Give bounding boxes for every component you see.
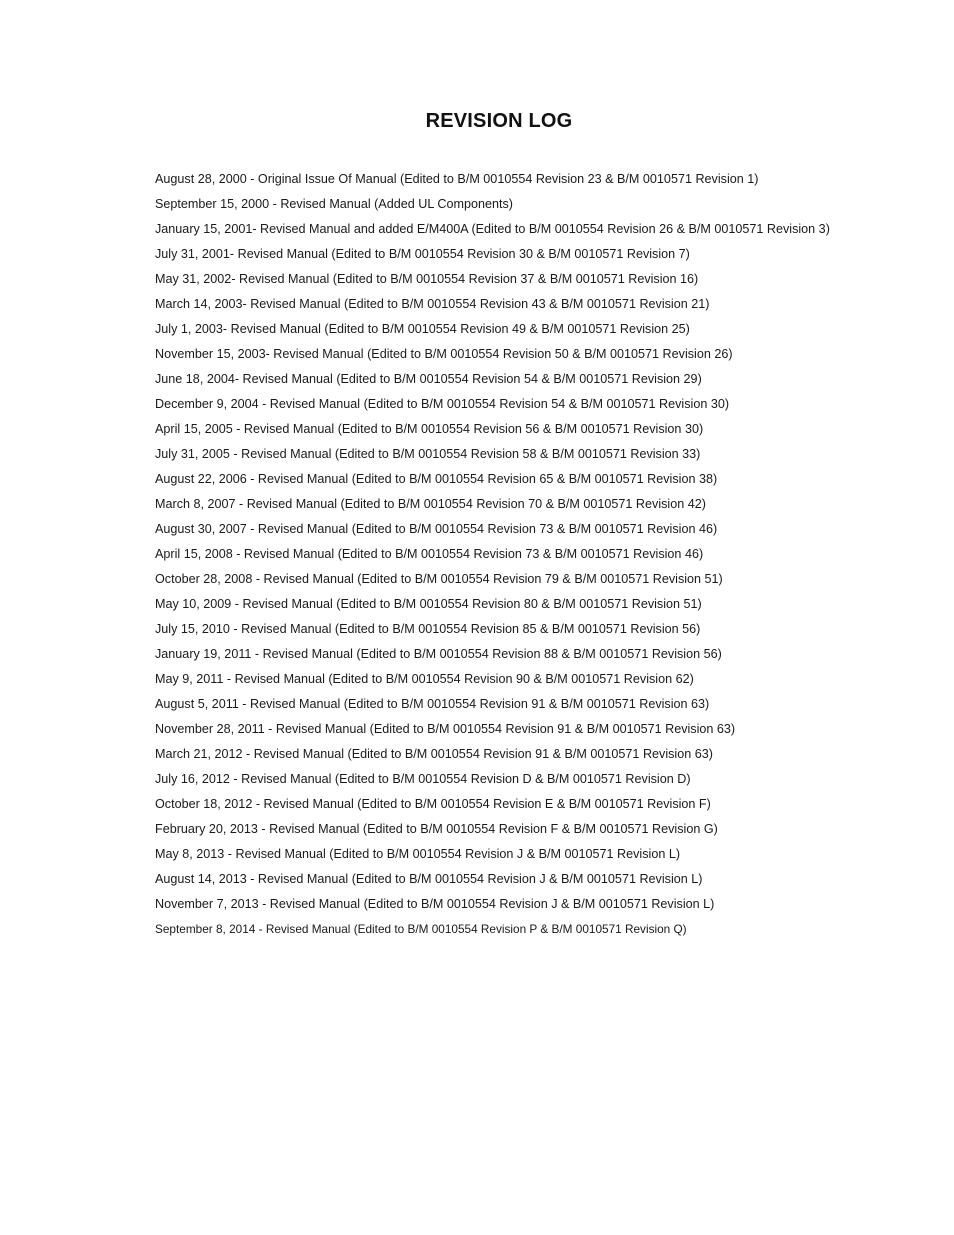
revision-entry: June 18, 2004- Revised Manual (Edited to B/M 0010554 Revision 54 & B/M 0010571 Revision 29) <box>155 372 702 386</box>
revision-entry: November 28, 2011 - Revised Manual (Edited to B/M 0010554 Revision 91 & B/M 0010571 Revision 63) <box>155 722 736 736</box>
revision-entry: January 15, 2001- Revised Manual and added E/M400A (Edited to B/M 0010554 Revision 26 & B/M 0010571 Revision 3) <box>155 222 830 236</box>
revision-entry: September 8, 2014 - Revised Manual (Edited to B/M 0010554 Revision P & B/M 0010571 Revision Q) <box>155 922 687 936</box>
revision-entry: November 7, 2013 - Revised Manual (Edited to B/M 0010554 Revision J & B/M 0010571 Revision L) <box>155 897 715 911</box>
revision-entry: July 31, 2005 - Revised Manual (Edited to B/M 0010554 Revision 58 & B/M 0010571 Revision 33) <box>155 447 701 461</box>
revision-entry: July 31, 2001- Revised Manual (Edited to B/M 0010554 Revision 30 & B/M 0010571 Revision 7) <box>155 247 690 261</box>
page-title: REVISION LOG <box>425 110 573 132</box>
revision-entry: October 28, 2008 - Revised Manual (Edited to B/M 0010554 Revision 79 & B/M 0010571 Revision 51) <box>155 572 723 586</box>
revision-entry: February 20, 2013 - Revised Manual (Edited to B/M 0010554 Revision F & B/M 0010571 Revision G) <box>155 822 718 836</box>
revision-entry: March 8, 2007 - Revised Manual (Edited to B/M 0010554 Revision 70 & B/M 0010571 Revision 42) <box>155 497 706 511</box>
revision-entry: January 19, 2011 - Revised Manual (Edited to B/M 0010554 Revision 88 & B/M 0010571 Revision 56) <box>155 647 722 661</box>
revision-entry: May 8, 2013 - Revised Manual (Edited to B/M 0010554 Revision J & B/M 0010571 Revision L) <box>155 847 681 861</box>
revision-entry: April 15, 2005 - Revised Manual (Edited to B/M 0010554 Revision 56 & B/M 0010571 Revision 30) <box>155 422 704 436</box>
revision-entry: July 15, 2010 - Revised Manual (Edited to B/M 0010554 Revision 85 & B/M 0010571 Revision 56) <box>155 622 701 636</box>
revision-entry: December 9, 2004 - Revised Manual (Edited to B/M 0010554 Revision 54 & B/M 0010571 Revision 30) <box>155 397 730 411</box>
revision-entry: August 5, 2011 - Revised Manual (Edited to B/M 0010554 Revision 91 & B/M 0010571 Revision 63) <box>155 697 710 711</box>
revision-entry: August 28, 2000 - Original Issue Of Manual (Edited to B/M 0010554 Revision 23 & B/M 0010571 Revision 1) <box>155 172 759 186</box>
revision-entry: August 30, 2007 - Revised Manual (Edited to B/M 0010554 Revision 73 & B/M 0010571 Revision 46) <box>155 522 718 536</box>
revision-entry: August 14, 2013 - Revised Manual (Edited to B/M 0010554 Revision J & B/M 0010571 Revision L) <box>155 872 703 886</box>
revision-entry: May 31, 2002- Revised Manual (Edited to B/M 0010554 Revision 37 & B/M 0010571 Revision 16) <box>155 272 699 286</box>
revision-list <box>155 170 830 945</box>
revision-entry: March 21, 2012 - Revised Manual (Edited to B/M 0010554 Revision 91 & B/M 0010571 Revision 63) <box>155 747 713 761</box>
revision-entry: May 10, 2009 - Revised Manual (Edited to B/M 0010554 Revision 80 & B/M 0010571 Revision 51) <box>155 597 702 611</box>
revision-entry: July 16, 2012 - Revised Manual (Edited to B/M 0010554 Revision D & B/M 0010571 Revision D) <box>155 772 691 786</box>
revision-entry: March 14, 2003- Revised Manual (Edited to B/M 0010554 Revision 43 & B/M 0010571 Revision 21) <box>155 297 710 311</box>
revision-entry: September 15, 2000 - Revised Manual (Added UL Components) <box>155 197 513 211</box>
revision-entry: October 18, 2012 - Revised Manual (Edited to B/M 0010554 Revision E & B/M 0010571 Revision F) <box>155 797 711 811</box>
revision-entry: July 1, 2003- Revised Manual (Edited to B/M 0010554 Revision 49 & B/M 0010571 Revision 25) <box>155 322 690 336</box>
revision-entry: November 15, 2003- Revised Manual (Edited to B/M 0010554 Revision 50 & B/M 0010571 Revision 26) <box>155 347 733 361</box>
revision-entry: April 15, 2008 - Revised Manual (Edited to B/M 0010554 Revision 73 & B/M 0010571 Revision 46) <box>155 547 704 561</box>
revision-entry: August 22, 2006 - Revised Manual (Edited to B/M 0010554 Revision 65 & B/M 0010571 Revision 38) <box>155 472 718 486</box>
revision-entry: May 9, 2011 - Revised Manual (Edited to B/M 0010554 Revision 90 & B/M 0010571 Revision 62) <box>155 672 694 686</box>
